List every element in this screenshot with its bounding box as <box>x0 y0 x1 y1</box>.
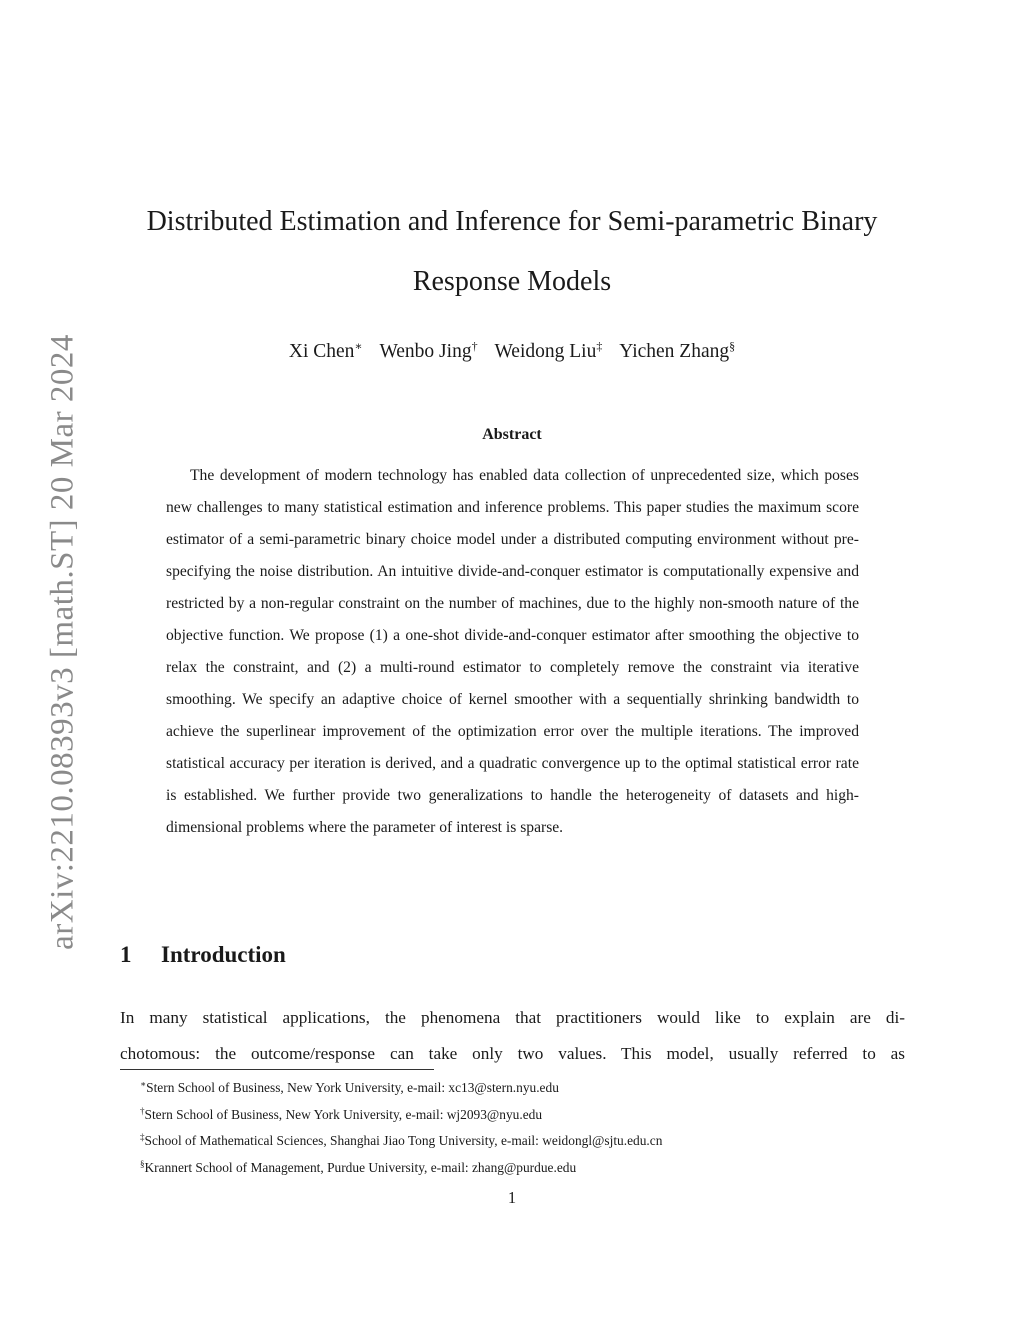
abstract-heading: Abstract <box>482 426 542 443</box>
author-3 <box>494 341 602 362</box>
author-name: Weidong Liu <box>494 341 597 362</box>
footnote-divider <box>120 1069 434 1070</box>
arxiv-identifier-stamp: arXiv:2210.08393v3 [math.ST] 20 Mar 2024 <box>44 334 81 950</box>
paper-title-line-2: Response Models <box>412 266 612 297</box>
introduction-line-1: In many statistical applications, the phenomena that practitioners would like to explain are di- <box>120 1008 905 1027</box>
introduction-line-2: chotomous: the outcome/response can take only two values. This model, usually referred to as <box>120 1044 905 1063</box>
section-title: Introduction <box>161 942 286 967</box>
footnote-text: School of Mathematical Sciences, Shanghai Jiao Tong University, e-mail: weidongl@sjtu.edu.cn <box>144 1133 663 1148</box>
author-affiliation-mark: † <box>471 339 478 353</box>
author-affiliation-mark: ∗ <box>354 339 363 353</box>
author-affiliation-mark: § <box>729 339 736 353</box>
footnote-1 <box>140 1073 900 1100</box>
footnote-2 <box>140 1100 900 1127</box>
section-number: 1 <box>120 942 132 967</box>
author-2 <box>379 341 477 362</box>
footnote-mark: § <box>140 1158 145 1169</box>
author-name: Xi Chen <box>288 341 355 362</box>
author-name: Wenbo Jing <box>379 341 472 362</box>
author-affiliation-mark: ‡ <box>596 339 603 353</box>
footnote-mark: ∗ <box>140 1079 147 1089</box>
footnote-text: Krannert School of Management, Purdue University, e-mail: zhang@purdue.edu <box>144 1159 577 1175</box>
footnote-mark: † <box>140 1105 145 1116</box>
footnote-4 <box>140 1153 900 1180</box>
author-1 <box>289 341 363 362</box>
paper-title-line-1: Distributed Estimation and Inference for Semi-parametric Binary <box>146 206 878 237</box>
footnote-text: Stern School of Business, New York University, e-mail: xc13@stern.nyu.edu <box>146 1080 559 1095</box>
footnote-mark: ‡ <box>140 1132 145 1142</box>
footnotes <box>140 1073 900 1179</box>
introduction-paragraph <box>120 1000 905 1072</box>
footnote-text: Stern School of Business, New York University, e-mail: wj2093@nyu.edu <box>144 1106 543 1122</box>
footnote-3 <box>140 1126 900 1153</box>
author-list <box>120 339 904 363</box>
author-name: Yichen Zhang <box>619 341 730 362</box>
abstract-text: The development of modern technology has enabled data collection of unprecedented size, which poses new challenges to many statistical estimation and inference problems. This paper studies the maximum score estimator of a semi-parametric binary choice model under a distributed computing environment without pre-specifying the noise distribution. An intuitive divide-and-conquer estimator is computationally expensive and restricted by a non-regular constraint on the number of machines, due to the highly non-smooth nature of the objective function. We propose (1) a one-shot divide-and-conquer estimator after smoothing the objective to relax the constraint, and (2) a multi-round estimator to completely remove the constraint via iterative smoothing. We specify an adaptive choice of kernel smoother with a sequentially shrinking bandwidth to achieve the superlinear improvement of the optimization error over the multiple iterations. The improved statistical accuracy per iteration is derived, and a quadratic convergence up to the optimal statistical error rate is established. We further provide two generalizations to handle the heterogeneity of datasets and high-dimensional problems where the parameter of interest is sparse. <box>166 467 859 836</box>
author-4 <box>619 341 735 362</box>
section-heading-introduction <box>120 942 286 968</box>
page-number: 1 <box>507 1188 517 1207</box>
